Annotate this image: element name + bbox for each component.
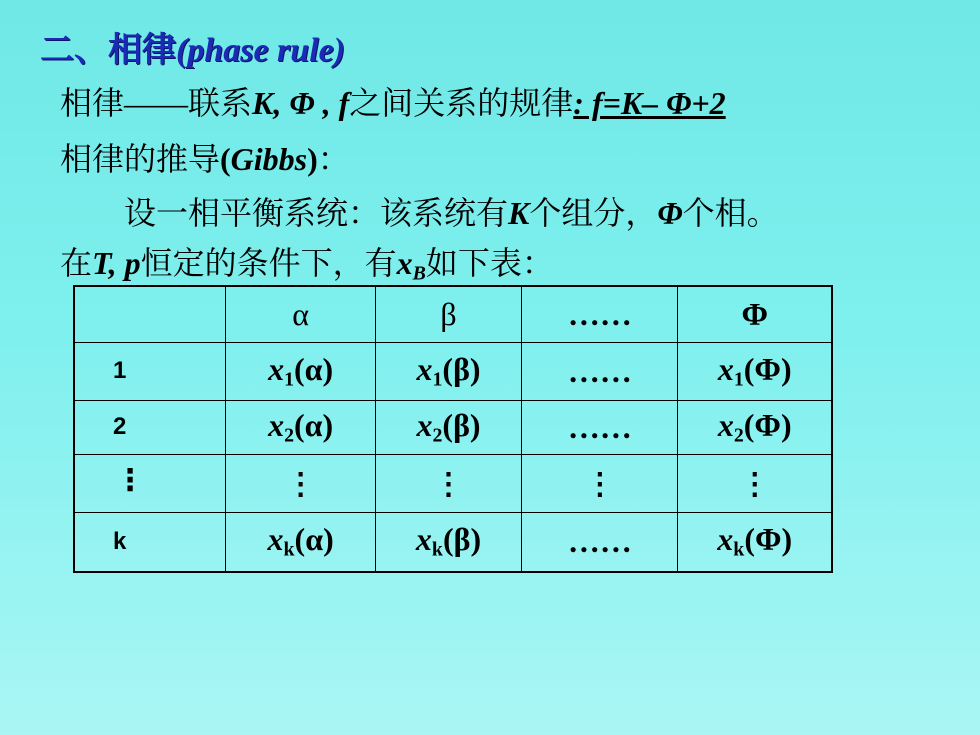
line1-text-c: 之间关系的规律 bbox=[349, 85, 574, 121]
table-cell bbox=[226, 454, 375, 512]
table-row bbox=[74, 512, 832, 572]
line4-text-c: 恒定的条件下，有 bbox=[140, 245, 397, 281]
vertical-ellipsis: ⋮ bbox=[739, 467, 770, 501]
table-cell: …… bbox=[522, 342, 678, 400]
table-row-ellipsis bbox=[74, 454, 832, 512]
table-cell bbox=[375, 454, 521, 512]
table-cell: $x_k(\beta)$ bbox=[375, 512, 521, 572]
vertical-ellipsis: ⋮ bbox=[584, 467, 615, 501]
table-row bbox=[74, 342, 832, 400]
table-cell: $x_1(\Phi)$ bbox=[678, 342, 832, 400]
line3-text-c: 个组分， bbox=[529, 195, 658, 231]
table-header-row bbox=[74, 286, 832, 342]
section-heading bbox=[40, 22, 345, 71]
line2-paren-open: ( bbox=[220, 141, 231, 177]
table-cell: $x_2(\Phi)$ bbox=[678, 400, 832, 454]
table-cell: $x_1(\alpha)$ bbox=[226, 342, 375, 400]
heading-chinese: 二、相律 bbox=[40, 32, 176, 69]
vertical-ellipsis: ⋮ bbox=[115, 464, 145, 497]
table-header-cell: β bbox=[375, 286, 521, 342]
row-label: 1 bbox=[74, 342, 226, 400]
row-label bbox=[74, 454, 226, 512]
line1-variables: K, Φ , f bbox=[252, 85, 350, 121]
table-cell: $x_2(\beta)$ bbox=[375, 400, 521, 454]
phase-rule-formula: : f=K– Φ+2 bbox=[573, 85, 726, 121]
line3-text-a: 设一相平衡系统：该系统有 bbox=[124, 195, 509, 231]
phase-rule-definition bbox=[60, 78, 726, 124]
table-cell: …… bbox=[522, 400, 678, 454]
table-cell bbox=[522, 454, 678, 512]
mole-fraction-table bbox=[73, 285, 833, 573]
row-label: 2 bbox=[74, 400, 226, 454]
line4-x: x bbox=[396, 245, 413, 281]
system-description bbox=[124, 188, 779, 234]
line4-text-a: 在 bbox=[60, 245, 93, 281]
table-cell: $x_2(\alpha)$ bbox=[226, 400, 375, 454]
table-cell: $x_k(\alpha)$ bbox=[226, 512, 375, 572]
vertical-ellipsis: ⋮ bbox=[285, 467, 316, 501]
line4-tp: T, p bbox=[92, 245, 141, 281]
vertical-ellipsis: ⋮ bbox=[433, 467, 464, 501]
table-row bbox=[74, 400, 832, 454]
table-cell bbox=[678, 454, 832, 512]
line4-sub-b: B bbox=[412, 262, 426, 285]
table-cell: $x_1(\beta)$ bbox=[375, 342, 521, 400]
table-cell: …… bbox=[522, 512, 678, 572]
condition-text bbox=[60, 238, 554, 286]
line3-text-e: 个相。 bbox=[682, 195, 779, 231]
line4-text-f: 如下表： bbox=[425, 245, 554, 281]
table-header-cell bbox=[74, 286, 226, 342]
line2-paren-close: ) bbox=[307, 141, 318, 177]
line1-text-a: 相律——联系 bbox=[60, 85, 253, 121]
line3-phi: Φ bbox=[657, 195, 683, 231]
heading-english: (phase rule) bbox=[176, 32, 346, 69]
row-label: k bbox=[74, 512, 226, 572]
table-header-cell: …… bbox=[522, 286, 678, 342]
derivation-heading bbox=[60, 134, 350, 180]
line3-k: K bbox=[508, 195, 530, 231]
line2-colon: ： bbox=[317, 141, 350, 177]
table-header-cell: α bbox=[226, 286, 375, 342]
line2-gibbs: Gibbs bbox=[230, 141, 308, 177]
line2-text-a: 相律的推导 bbox=[60, 141, 221, 177]
table-cell: $x_k(\Phi)$ bbox=[678, 512, 832, 572]
table-header-cell: Φ bbox=[678, 286, 832, 342]
